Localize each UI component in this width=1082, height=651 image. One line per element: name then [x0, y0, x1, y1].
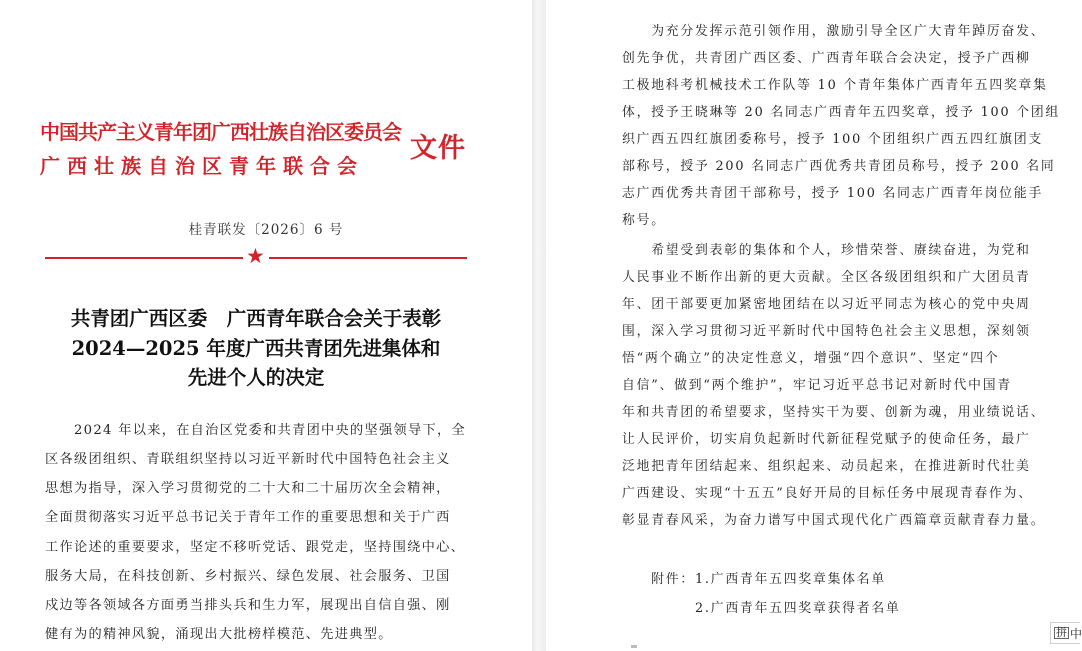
document-label-wenjian: 文件 [410, 133, 466, 164]
left-body-line: 思想为指导，深入学习贯彻党的二十大和二十届历次全会精神， [45, 481, 451, 496]
left-body-line: 全面贯彻落实习近平总书记关于青年工作的重要思想和关于广西 [45, 510, 451, 525]
left-body-line: 区各级团组织、青联组织坚持以习近平新时代中国特色社会主义 [45, 452, 451, 467]
left-document-page [0, 0, 532, 651]
right-body-line: 广西建设、实现“十五五”良好开局的目标任务中展现青春作为、 [622, 486, 1033, 501]
page-number-mark [631, 645, 637, 648]
issuer-line-youth-federation: 广西壮族自治区青年联合会 [40, 154, 364, 178]
right-body-line: 人民事业不断作出新的更大贡献。全区各级团组织和广大团员青 [622, 270, 1031, 285]
right-body-line: 志广西优秀共青团干部称号，授予 100 名同志广西青年岗位能手 [622, 186, 1044, 201]
ime-status-indicator[interactable] [1050, 622, 1080, 644]
document-title-line-3: 先进个人的决定 [187, 366, 325, 389]
red-divider-left [45, 257, 243, 259]
left-body-line: 健有为的精神风貌，涌现出大批榜样模范、先进典型。 [45, 627, 393, 642]
issuer-line-youth-league: 中国共产主义青年团广西壮族自治区委员会 [40, 120, 401, 144]
right-document-page [546, 0, 1080, 651]
right-body-line: 悟“两个确立”的决定性意义，增强“四个意识”、坚定“四个 [622, 351, 1000, 366]
issuing-organizations-header [40, 112, 480, 192]
right-body-line: 工极地科考机械技术工作队等 10 个青年集体广西青年五四奖章集 [622, 78, 1048, 93]
right-body-line: 为充分发挥示范引领作用，激励引导全区广大青年踔厉奋发、 [622, 24, 1046, 39]
right-body-line: 围，深入学习贯彻习近平新时代中国特色社会主义思想，深刻领 [622, 324, 1031, 339]
right-body-line: 创先争优，共青团广西区委、广西青年联合会决定，授予广西柳 [622, 51, 1031, 66]
attachment-item-1: 附件：1.广西青年五四奖章集体名单 [622, 572, 886, 587]
right-body-line: 希望受到表彰的集体和个人，珍惜荣誉、赓续奋进，为党和 [622, 243, 1031, 258]
red-divider-right [269, 257, 467, 259]
left-body-line: 工作论述的重要要求，坚定不移听党话、跟党走，坚持围绕中心、 [45, 540, 466, 555]
right-body-line: 彰显青春风采，为奋力谱写中国式现代化广西篇章贡献青春力量。 [622, 513, 1046, 528]
right-body-line: 泛地把青年团结起来、组织起来、动员起来，在推进新时代壮美 [622, 459, 1031, 474]
right-body-line: 让人民评价，切实肩负起新时代新征程党赋予的使命任务，最广 [622, 432, 1031, 447]
document-number: 桂青联发〔2026〕6 号 [188, 222, 344, 238]
left-body-line: 2024 年以来，在自治区党委和共青团中央的坚强领导下，全 [45, 423, 466, 438]
right-body-line: 部称号，授予 200 名同志广西优秀共青团员称号，授予 200 名同 [622, 159, 1056, 174]
document-title-line-1: 共青团广西区委 广西青年联合会关于表彰 [70, 307, 442, 330]
right-body-line: 自信”、做到“两个维护”，牢记习近平总书记对新时代中国青 [622, 378, 1012, 393]
left-body-line: 戍边等各领域各方面勇当排头兵和生力军，展现出自信自强、刚 [45, 598, 451, 613]
red-star-icon: ★ [246, 244, 265, 268]
document-title-line-2: 2024—2025 年度广西共青团先进集体和 [71, 337, 441, 360]
right-body-line: 织广西五四红旗团委称号，授予 100 个团组织广西五四红旗团支 [622, 132, 1044, 147]
page-gutter [532, 0, 546, 651]
right-body-line: 称号。 [622, 213, 666, 228]
ime-grid-icon: 拼 [1056, 626, 1067, 639]
attachment-item-2: 2.广西青年五四奖章获得者名单 [622, 601, 901, 616]
right-body-line: 年、团干部要更加紧密地团结在以习近平同志为核心的党中央周 [622, 297, 1031, 312]
ime-mode-label: 中 [1070, 626, 1082, 641]
left-body-line: 服务大局，在科技创新、乡村振兴、绿色发展、社会服务、卫国 [45, 569, 451, 584]
right-body-line: 体，授予王晓琳等 20 名同志广西青年五四奖章，授予 100 个团组 [622, 105, 1061, 120]
right-body-line: 年和共青团的希望要求，坚持实干为要、创新为魂，用业绩说话、 [622, 405, 1046, 420]
